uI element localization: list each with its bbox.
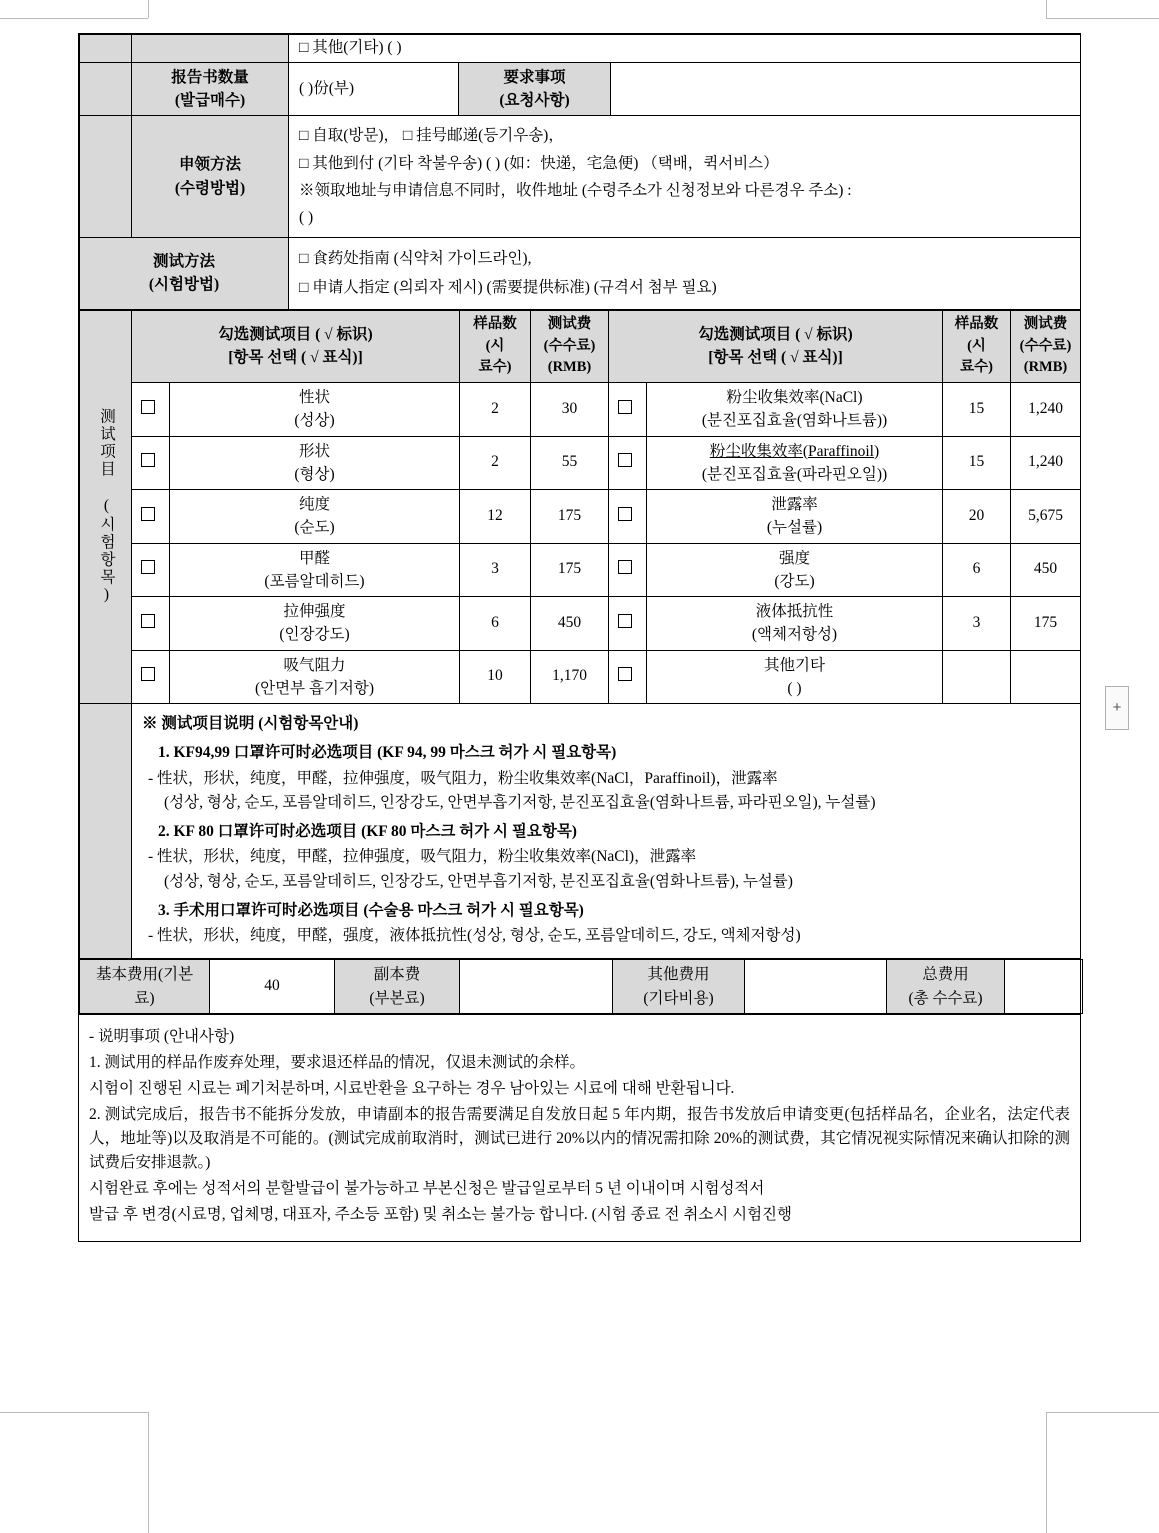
report-count-label [132, 62, 289, 116]
receive-method-label-cn: 申领方法 [178, 156, 241, 174]
crop-mark [148, 1412, 149, 1533]
left-item-name-cn-2: 纯度 [298, 496, 330, 514]
left-count-header [460, 310, 531, 382]
item-notes-group-line2-0: (성상, 형상, 순도, 포름알데히드, 인장강도, 안면부흡기저항, 분진포집효율(염화나트륨, 파라핀오일), 누설률) [164, 793, 876, 811]
left-item-checkbox-2[interactable] [132, 490, 170, 544]
left-item-name-cn-1: 形状 [298, 442, 330, 460]
right-item-name-cn-3: 强度 [778, 549, 810, 567]
checkbox-icon[interactable] [141, 667, 155, 681]
checkbox-icon[interactable] [618, 667, 632, 681]
crop-mark [1046, 1412, 1159, 1413]
left-item-name-kr-1: (형상) [294, 465, 335, 483]
receive-address-note: ※领取地址与申请信息不同时，收件地址 (수령주소가 신청정보와 다른경우 주소) : [299, 181, 852, 199]
receive-method-label-kr: (수령방법) [174, 179, 246, 197]
right-item-name-3 [647, 543, 943, 597]
right-item-header [609, 310, 943, 382]
other-fee-label-l2: (기타비용) [643, 989, 714, 1007]
right-item-name-kr-0: (분진포집효율(염화나트륨)) [701, 412, 888, 430]
footer-p4: 시험완료 후에는 성적서의 분할발급이 불가능하고 부본신청은 발급일로부터 5 년 이내이며 시험성적서 [89, 1179, 765, 1197]
left-item-name-cn-3: 甲醛 [298, 549, 330, 567]
test-method-label-kr: (시험방법) [148, 276, 220, 294]
crop-mark [148, 0, 149, 18]
report-count-label-kr: (발급매수) [174, 92, 246, 110]
right-item-count-3: 6 [943, 543, 1011, 597]
checkbox-icon[interactable] [618, 400, 632, 414]
table-row [80, 704, 1081, 959]
checkbox-icon[interactable] [141, 453, 155, 467]
copy-fee-label [335, 960, 460, 1014]
table-row [80, 597, 1081, 651]
footer-p2: 시험이 진행된 시료는 폐기처분하며, 시료반환을 요구하는 경우 남아있는 시료에 대해 반환됩니다. [89, 1079, 735, 1097]
left-fee-header-l3: (RMB) [547, 359, 592, 376]
right-item-count-0: 15 [943, 383, 1011, 437]
test-items-side-label [80, 310, 132, 703]
left-item-name-kr-2: (순도) [294, 519, 335, 537]
left-item-name-kr-5: (안면부 흡기저항) [254, 679, 374, 697]
left-count-header-l1: 样品数(시 [473, 315, 517, 354]
receive-address-input[interactable]: ( ) [299, 208, 314, 226]
footer-p5: 발급 후 변경(시료명, 업체명, 대표자, 주소등 포함) 및 취소는 불가능 합니다. (시험 종료 전 취소시 시험진행 [89, 1205, 793, 1223]
left-item-name-kr-0: (성상) [294, 412, 335, 430]
left-item-name-1 [170, 436, 460, 490]
table-row [80, 237, 1081, 309]
footer-p3: 2. 测试完成后，报告书不能拆分发放，申请副本的报告需要满足自发放日起 5 年内期，报告书发放后申请变更(包括样品名，企业名，法定代表人，地址等)以及取消是不可能的。(测试完成前取消时，测试已进行 20%以内的情况需扣除 20%的测试费，其它情况视实际情况来确认扣除的测试费后安排退款。) [89, 1105, 1070, 1171]
right-item-name-kr-4: (액체저항성) [751, 626, 838, 644]
left-fee-header-l2: (수수료) [543, 337, 596, 354]
right-fee-header-l2: (수수료) [1019, 337, 1072, 354]
left-item-fee-2: 175 [531, 490, 609, 544]
left-item-header [132, 310, 460, 382]
table-row [80, 490, 1081, 544]
test-method-options[interactable] [289, 237, 1081, 309]
checkbox-icon[interactable] [618, 507, 632, 521]
total-fee-label-l1: 总费用 [922, 966, 969, 984]
right-item-name-2 [647, 490, 943, 544]
item-notes-group-head-2: 3. 手术用口罩许可时必选项目 (수술용 마스크 허가 시 필요항목) [158, 901, 584, 919]
right-count-header-l1: 样品数(시 [954, 315, 999, 354]
basic-fee-label-l2: 료) [134, 989, 155, 1007]
other-option-cell[interactable]: □ 其他(기타) ( ) [289, 35, 1081, 63]
test-method-option-applicant[interactable]: □ 申请人指定 (의뢰자 제시) (需要提供标准) (규격서 첨부 필요) [299, 279, 717, 297]
test-method-label-cn: 测试方法 [152, 253, 215, 271]
right-item-fee-0: 1,240 [1011, 383, 1081, 437]
other-fee-label [613, 960, 745, 1014]
table-row [80, 960, 1083, 1014]
right-item-name-kr-1: (분진포집효율(파라핀오일)) [701, 465, 888, 483]
crop-mark [1046, 0, 1047, 18]
item-notes-group-head-0: 1. KF94,99 口罩许可时必选项目 (KF 94, 99 마스크 허가 시 필요항목) [158, 744, 617, 762]
right-fee-header [1011, 310, 1081, 382]
left-item-fee-1: 55 [531, 436, 609, 490]
request-input[interactable] [611, 62, 1081, 116]
right-item-name-5 [647, 650, 943, 704]
spacer-cell [80, 116, 132, 238]
checkbox-icon[interactable] [141, 560, 155, 574]
left-item-fee-3: 175 [531, 543, 609, 597]
right-item-name-kr-3: (강도) [774, 572, 815, 590]
total-fee-label-l2: (총 수수료) [908, 989, 983, 1007]
left-fee-header [531, 310, 609, 382]
item-notes-group-line1-1: - 性状，形状，纯度，甲醛，拉伸强度，吸气阻力，粉尘收集效率(NaCl)，泄露率 [148, 848, 697, 866]
left-item-name-0 [170, 383, 460, 437]
left-item-checkbox-5[interactable] [132, 650, 170, 704]
copy-fee-label-l1: 副本费 [373, 966, 421, 984]
item-notes-group-head-1: 2. KF 80 口罩许可时必选项目 (KF 80 마스크 허가 시 필요항목) [158, 823, 577, 841]
left-item-count-0: 2 [460, 383, 531, 437]
footer-notes [79, 1015, 1080, 1241]
checkbox-icon[interactable] [618, 453, 632, 467]
right-item-header-kr: [항목 선택 ( √ 표식)] [708, 349, 843, 367]
right-item-name-cn-0: 粉尘收集效率(NaCl) [726, 389, 863, 407]
receive-option-line-1[interactable]: □ 自取(방문)， □ 挂号邮递(등기우송)， [299, 127, 564, 145]
item-notes-group-line1-0: - 性状，形状，纯度，甲醛，拉伸强度，吸气阻力，粉尘收集效率(NaCl，Paraffinoil)，泄露率 [148, 769, 778, 787]
left-item-name-2 [170, 490, 460, 544]
other-fee-value[interactable] [745, 960, 887, 1014]
left-item-checkbox-1[interactable] [132, 436, 170, 490]
report-count-label-cn: 报告书数量 [171, 68, 249, 86]
right-item-checkbox-1[interactable] [609, 436, 647, 490]
left-item-count-3: 3 [460, 543, 531, 597]
test-items-table [79, 310, 1081, 960]
total-fee-value[interactable] [1005, 960, 1083, 1014]
receive-option-line-2[interactable]: □ 其他到付 (기타 착불우송) ( ) (如：快递，宅急便) （택배，퀵서비스） [299, 154, 779, 172]
right-item-name-kr-5[interactable]: ( ) [787, 679, 802, 697]
checkbox-icon[interactable] [618, 560, 632, 574]
left-item-count-5: 10 [460, 650, 531, 704]
left-item-name-cn-0: 性状 [298, 389, 330, 407]
left-item-name-4 [170, 597, 460, 651]
item-notes-group-line1-2: - 性状，形状，纯度，甲醛，强度，液体抵抗性(성상, 형상, 순도, 포름알데히드, 강도, 액체저항성) [148, 927, 801, 945]
right-item-checkbox-4[interactable] [609, 597, 647, 651]
left-item-name-3 [170, 543, 460, 597]
left-item-fee-4: 450 [531, 597, 609, 651]
left-item-checkbox-3[interactable] [132, 543, 170, 597]
basic-fee-label [80, 960, 210, 1014]
left-item-fee-5: 1,170 [531, 650, 609, 704]
table-row [80, 35, 1081, 63]
copy-fee-label-l2: (부본료) [369, 989, 425, 1007]
right-item-count-2: 20 [943, 490, 1011, 544]
left-item-name-kr-4: (인장강도) [279, 626, 350, 644]
checkbox-icon[interactable] [141, 614, 155, 628]
table-row [80, 62, 1081, 116]
crop-mark [0, 18, 148, 19]
table-header-row [80, 310, 1081, 382]
expand-button[interactable]: + [1105, 686, 1129, 730]
spacer-cell [80, 35, 132, 63]
spacer-cell [132, 35, 289, 63]
right-item-name-kr-2: (누설률) [766, 519, 823, 537]
footer-cell [79, 1014, 1080, 1241]
fees-table [79, 959, 1083, 1014]
total-fee-label [887, 960, 1005, 1014]
footer-p1: 1. 测试用的样品作废弃处理，要求退还样品的情况，仅退未测试的余样。 [89, 1053, 586, 1071]
crop-mark [0, 1412, 148, 1413]
right-item-name-0 [647, 383, 943, 437]
table-row [80, 383, 1081, 437]
right-item-name-cn-2: 泄露率 [771, 496, 818, 514]
test-method-label [80, 237, 289, 309]
right-item-name-4 [647, 597, 943, 651]
left-item-checkbox-4[interactable] [132, 597, 170, 651]
table-row [80, 543, 1081, 597]
right-fee-header-l3: (RMB) [1023, 359, 1068, 376]
right-count-header [943, 310, 1011, 382]
footer-table [79, 1014, 1080, 1241]
footer-title: - 说明事项 (안내사항) [89, 1027, 235, 1045]
item-notes-title: ※ 测试项目说明 (시험항목안내) [142, 715, 359, 733]
table-row [80, 116, 1081, 238]
test-items-side-label-text: 测试项目 (시험항목) [97, 408, 115, 606]
test-method-option-guideline[interactable]: □ 食药处指南 (식약처 가이드라인), [299, 249, 532, 267]
table-row [79, 1014, 1080, 1241]
basic-fee-value[interactable]: 40 [210, 960, 335, 1014]
copy-fee-value[interactable] [460, 960, 613, 1014]
application-form [78, 33, 1081, 1242]
left-item-name-kr-3: (포름알데히드) [264, 572, 365, 590]
left-item-fee-0: 30 [531, 383, 609, 437]
table-row [80, 436, 1081, 490]
right-item-checkbox-3[interactable] [609, 543, 647, 597]
checkbox-icon[interactable] [141, 507, 155, 521]
left-item-name-cn-4: 拉伸强度 [283, 603, 346, 621]
receive-method-options[interactable] [289, 116, 1081, 238]
right-item-fee-2: 5,675 [1011, 490, 1081, 544]
right-item-name-1 [647, 436, 943, 490]
crop-mark [1046, 1412, 1047, 1533]
request-label-kr: (요청사항) [499, 92, 570, 110]
left-count-header-l2: 료수) [478, 359, 512, 376]
request-label [459, 62, 611, 116]
left-item-count-4: 6 [460, 597, 531, 651]
right-item-fee-1: 1,240 [1011, 436, 1081, 490]
right-item-header-cn: 勾选测试项目 ( √ 标识) [698, 326, 853, 344]
right-item-checkbox-0[interactable] [609, 383, 647, 437]
right-item-checkbox-2[interactable] [609, 490, 647, 544]
checkbox-icon[interactable] [618, 614, 632, 628]
left-item-count-2: 12 [460, 490, 531, 544]
left-item-name-5 [170, 650, 460, 704]
right-item-name-cn-4: 液体抵抗性 [755, 603, 834, 621]
right-item-fee-3: 450 [1011, 543, 1081, 597]
right-item-count-1: 15 [943, 436, 1011, 490]
item-notes-group-line2-1: (성상, 형상, 순도, 포름알데히드, 인장강도, 안면부흡기저항, 분진포집효율(염화나트륨), 누설률) [164, 872, 793, 890]
right-fee-header-l1: 测试费 [1023, 315, 1068, 332]
right-item-fee-4: 175 [1011, 597, 1081, 651]
left-item-header-kr: [항목 선택 ( √ 표식)] [228, 349, 363, 367]
report-count-input[interactable]: ( )份(부) [289, 62, 459, 116]
checkbox-icon[interactable] [141, 400, 155, 414]
crop-mark [1046, 18, 1159, 19]
spacer-cell [80, 704, 132, 959]
request-label-cn: 要求事项 [503, 68, 566, 86]
left-fee-header-l1: 测试费 [547, 315, 592, 332]
right-item-name-cn-5: 其他기타 [764, 656, 825, 674]
right-item-name-cn-1: 粉尘收集效率(Paraffinoil) [709, 442, 880, 460]
top-info-table [79, 34, 1081, 310]
right-count-header-l2: 료수) [960, 359, 993, 376]
receive-method-label [132, 116, 289, 238]
right-item-fee-5 [1011, 650, 1081, 704]
right-item-checkbox-5[interactable] [609, 650, 647, 704]
basic-fee-label-l1: 基本费用(기본 [95, 966, 194, 984]
left-item-name-cn-5: 吸气阻力 [283, 656, 346, 674]
left-item-header-cn: 勾选测试项目 ( √ 标识) [218, 326, 373, 344]
table-row [80, 650, 1081, 704]
other-fee-label-l1: 其他费用 [647, 966, 710, 984]
left-item-checkbox-0[interactable] [132, 383, 170, 437]
right-item-count-5 [943, 650, 1011, 704]
item-notes [132, 704, 1080, 958]
spacer-cell [80, 62, 132, 116]
left-item-count-1: 2 [460, 436, 531, 490]
item-notes-cell [132, 704, 1081, 959]
right-item-count-4: 3 [943, 597, 1011, 651]
